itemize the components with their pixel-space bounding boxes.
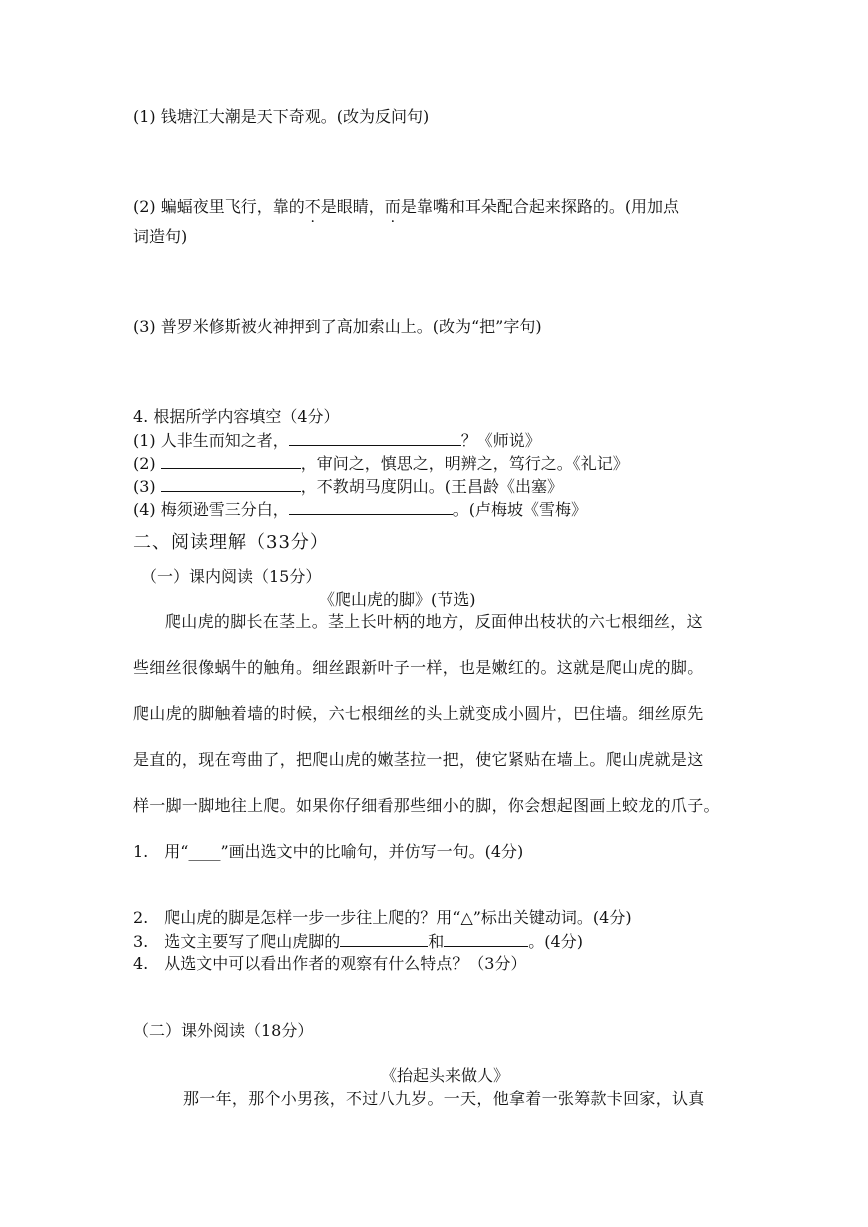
q4-line-2-text: ，审问之，慎思之，明辨之，笃行之。《礼记》 — [300, 454, 629, 473]
q3-item-2 — [133, 196, 679, 218]
passage-1-line: 爬山虎的脚触着墙的时候，六七根细丝的头上就变成小圆片，巴住墙。细丝原先 — [133, 704, 704, 723]
fill-blank[interactable] — [340, 930, 428, 947]
q4-title: 4. 根据所学内容填空（4分） — [133, 407, 340, 426]
reading-question-3 — [133, 930, 583, 953]
q4-line-1-text: (1) 人非生而知之者， — [133, 431, 289, 450]
part-2-heading: （二）课外阅读（18分） — [133, 1021, 314, 1040]
passage-1-title: 《爬山虎的脚》(节选) — [319, 590, 476, 609]
q3-item-1: (1) 钱塘江大潮是天下奇观。(改为反问句) — [133, 107, 430, 126]
fill-blank[interactable] — [161, 475, 301, 492]
q4-line-2-num: (2) — [133, 454, 161, 473]
q4-line-1 — [133, 429, 541, 452]
q4-line-3 — [133, 475, 563, 498]
q3-item-3: (3) 普罗米修斯被火神押到了高加索山上。(改为“把”字句) — [133, 317, 542, 336]
reading-question-2: 2. 爬山虎的脚是怎样一步一步往上爬的？用“△”标出关键动词。(4分) — [133, 908, 632, 927]
reading-question-1: 1. 用“____”画出选文中的比喻句，并仿写一句。(4分) — [133, 842, 524, 861]
passage-2-line: 那一年，那个小男孩，不过八九岁。一天，他拿着一张筹款卡回家，认真 — [183, 1089, 705, 1108]
passage-1-line: 是直的，现在弯曲了，把爬山虎的嫩茎拉一把，使它紧贴在墙上。爬山虎就是这 — [133, 750, 704, 769]
reading-question-3-score: 。(4分) — [528, 932, 583, 951]
q4-line-4-text: (4) 梅须逊雪三分白， — [133, 500, 289, 519]
fill-blank[interactable] — [289, 429, 461, 446]
fill-blank[interactable] — [161, 452, 301, 469]
q4-line-3-text: ，不教胡马度阴山。(王昌龄《出塞》 — [300, 477, 563, 496]
q4-line-2 — [133, 452, 629, 475]
q4-line-3-num: (3) — [133, 477, 161, 496]
part-1-heading: （一）课内阅读（15分） — [141, 567, 322, 586]
q3-item-2-text-a: (2) 蝙蝠夜里飞行，靠的 — [133, 197, 305, 216]
emphasis-dot-char: 而 — [384, 197, 401, 216]
passage-2-title: 《抬起头来做人》 — [381, 1066, 510, 1085]
q3-item-2-text-c: 是靠嘴和耳朵配合起来探路的。(用加点 — [400, 197, 680, 216]
reading-question-3-text: 3. 选文主要写了爬山虎脚的 — [133, 932, 341, 951]
passage-1-line: 些细丝很像蜗牛的触角。细丝跟新叶子一样，也是嫩红的。这就是爬山虎的脚。 — [133, 658, 704, 677]
reading-question-3-and: 和 — [428, 932, 445, 951]
passage-1-line: 爬山虎的脚长在茎上。茎上长叶柄的地方，反面伸出枝状的六七根细丝，这 — [165, 612, 703, 631]
q3-item-2-text-b: 是眼睛， — [320, 197, 385, 216]
q4-line-1-source: ？《师说》 — [460, 431, 541, 450]
reading-question-4: 4. 从选文中可以看出作者的观察有什么特点？（3分） — [133, 954, 527, 973]
q3-item-2-continued: 词造句) — [133, 227, 188, 246]
emphasis-dot-char: 不 — [304, 197, 321, 216]
fill-blank[interactable] — [444, 930, 528, 947]
q4-line-4 — [133, 498, 587, 521]
section-2-title: 二、阅读理解（33分） — [133, 532, 329, 553]
fill-blank[interactable] — [289, 498, 453, 515]
passage-1-line: 样一脚一脚地往上爬。如果你仔细看那些细小的脚，你会想起图画上蛟龙的爪子。 — [133, 796, 720, 815]
q4-line-4-source: 。(卢梅坡《雪梅》 — [452, 500, 588, 519]
